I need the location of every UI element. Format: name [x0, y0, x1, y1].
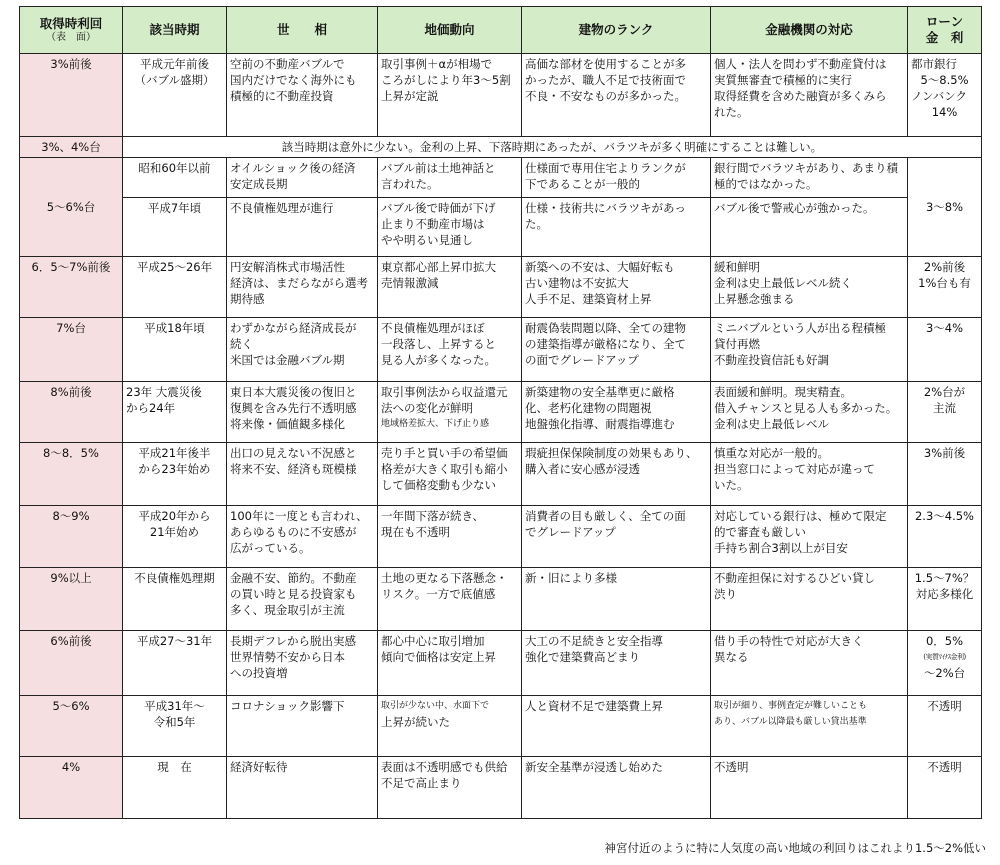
- land-cell: 都心中心に取引増加 傾向で価格は安定上昇: [378, 631, 522, 696]
- table-row: [20, 137, 982, 158]
- loan-cell: 2.3～4.5%: [908, 506, 982, 568]
- loan-cell: 2%台が 主流: [908, 382, 982, 443]
- rank-cell: 仕様・技術共にバラツキがあっ た。: [522, 198, 711, 257]
- rank-cell: 新築への不安は、大幅好転も 古い建物は不安拡大 人手不足、建築資材上昇: [522, 257, 711, 318]
- bank-cell: 不透明: [711, 757, 908, 819]
- period-cell: 平成27～31年: [123, 631, 227, 696]
- bank-cell: 慎重な対応が一般的。 担当窓口によって対応が違って いた。: [711, 443, 908, 506]
- rank-cell: 新築建物の安全基準更に厳格 化、老朽化建物の問題視 地盤強化指導、耐震指導進む: [522, 382, 711, 443]
- header-period: 該当時期: [123, 7, 227, 54]
- land-cell: 東京都心部上昇巾拡大 売情報激減: [378, 257, 522, 318]
- period-cell: 不良債権処理期: [123, 568, 227, 631]
- table-row: [20, 198, 982, 257]
- rate-cell: 6%前後: [20, 631, 123, 696]
- society-cell: 出口の見えない不況感と 将来不安、経済も斑模様: [227, 443, 378, 506]
- rank-cell: 高価な部材を使用することが多 かったが、職人不足で技術面で 不良・不安なものが多かった。: [522, 54, 711, 137]
- society-cell: 東日本大震災後の復旧と 復興を含み先行不透明感 将来像・価値観多様化: [227, 382, 378, 443]
- loan-cell: 0．5% (実質ﾏｲﾅｽ金利) ～2%台: [908, 631, 982, 696]
- header-society: 世 相: [227, 7, 378, 54]
- footnote: 神宮付近のように特に人気度の高い地域の利回りはこれより1.5～2%低い: [604, 841, 986, 855]
- loan-cell: 3～4%: [908, 318, 982, 382]
- header-land-trend: 地価動向: [378, 7, 522, 54]
- land-cell: 表面は不透明感でも供給 不足で高止まり: [378, 757, 522, 819]
- land-cell: 不良債権処理がほぼ 一段落し、上昇すると 見る人が多くなった。: [378, 318, 522, 382]
- bank-cell: 緩和鮮明 金利は史上最低レベル続く 上昇懸念強まる: [711, 257, 908, 318]
- society-cell: 長期デフレから脱出実感 世界情勢不安から日本 への投資増: [227, 631, 378, 696]
- society-cell: わずかながら経済成長が 続く 米国では金融バブル期: [227, 318, 378, 382]
- society-cell: 円安解消株式市場活性 経済は、まだらながら選考 期待感: [227, 257, 378, 318]
- bank-cell: ミニバブルという人が出る程積極 貸付再燃 不動産投資信託も好調: [711, 318, 908, 382]
- society-cell: 経済好転待: [227, 757, 378, 819]
- rank-cell: 人と資材不足で建築費上昇: [522, 696, 711, 757]
- rate-cell: 8～9%: [20, 506, 123, 568]
- rank-cell: 新安全基準が浸透し始めた: [522, 757, 711, 819]
- table-row: [20, 257, 982, 318]
- rate-cell: 9%以上: [20, 568, 123, 631]
- land-cell: 取引事例法から収益還元 法への変化が鮮明 地域格差拡大、下げ止り感: [378, 382, 522, 443]
- rate-cell: 6．5～7%前後: [20, 257, 123, 318]
- header-bank-response: 金融機関の対応: [711, 7, 908, 54]
- table-row: [20, 631, 982, 696]
- loan-cell: 2%前後 1%台も有: [908, 257, 982, 318]
- period-cell: 現 在: [123, 757, 227, 819]
- table-row: [20, 382, 982, 443]
- table-row: [20, 54, 982, 137]
- loan-cell: 3%前後: [908, 443, 982, 506]
- society-cell: 空前の不動産バブルで 国内だけでなく海外にも 積極的に不動産投資: [227, 54, 378, 137]
- rate-cell: 3%前後: [20, 54, 123, 137]
- rate-cell: 7%台: [20, 318, 123, 382]
- bank-cell: 取引が細り、事例査定が難しいことも あり、バブル以降最も厳しい貸出基準: [711, 696, 908, 757]
- yield-history-table: [19, 6, 982, 819]
- rate-cell: 5～6%: [20, 696, 123, 757]
- period-cell: 平成20年から 21年始め: [123, 506, 227, 568]
- table-row: [20, 757, 982, 819]
- note-cell: 該当時期は意外に少ない。金利の上昇、下落時期にあったが、バラツキが多く明確にすることは難しい。: [123, 137, 982, 158]
- header-loan-rate: ローン 金 利: [908, 7, 982, 54]
- bank-cell: バブル後で警戒心が強かった。: [711, 198, 908, 257]
- table-row: [20, 568, 982, 631]
- table-row: [20, 318, 982, 382]
- bank-cell: 個人・法人を問わず不動産貸付は 実質無審査で積極的に実行 取得経費を含めた融資が多くみら れた。: [711, 54, 908, 137]
- table-row: [20, 158, 982, 198]
- header-rate: 取得時利回 （表 面）: [20, 7, 123, 54]
- bank-cell: 表面緩和鮮明。現実精査。 借入チャンスと見る人も多かった。 金利は史上最低レベル: [711, 382, 908, 443]
- period-cell: 23年 大震災後 から24年: [123, 382, 227, 443]
- rank-cell: 消費者の目も厳しく、全ての面 でグレードアップ: [522, 506, 711, 568]
- land-cell: 取引が少ない中、水面下で 上昇が続いた: [378, 696, 522, 757]
- period-cell: 平成18年頃: [123, 318, 227, 382]
- society-cell: 不良債権処理が進行: [227, 198, 378, 257]
- rank-cell: 新・旧により多様: [522, 568, 711, 631]
- society-cell: 100年に一度とも言われ、 あらゆるものに不安感が 広がっている。: [227, 506, 378, 568]
- bank-cell: 対応している銀行は、極めて限定 的で審査も厳しい 手持ち割合3割以上が目安: [711, 506, 908, 568]
- table-row: [20, 443, 982, 506]
- rate-cell: 4%: [20, 757, 123, 819]
- land-cell: 一年間下落が続き、 現在も不透明: [378, 506, 522, 568]
- land-cell: 売り手と買い手の希望価 格差が大きく取引も縮小 して価格変動も少ない: [378, 443, 522, 506]
- rank-cell: 瑕疵担保保険制度の効果もあり、 購入者に安心感が浸透: [522, 443, 711, 506]
- loan-cell: 都市銀行 5～8.5% ノンバンク 14%: [908, 54, 982, 137]
- period-cell: 平成25～26年: [123, 257, 227, 318]
- loan-cell: 3～8%: [908, 158, 982, 257]
- table-row: [20, 696, 982, 757]
- rate-cell: 5～6%台: [20, 158, 123, 257]
- rate-cell: 3%、4%台: [20, 137, 123, 158]
- land-cell: 取引事例＋αが相場で ころがしにより年3～5割 上昇が定説: [378, 54, 522, 137]
- bank-cell: 不動産担保に対するひどい貸し 渋り: [711, 568, 908, 631]
- header-row: [20, 7, 982, 54]
- society-cell: オイルショック後の経済 安定成長期: [227, 158, 378, 198]
- bank-cell: 銀行間でバラツキがあり、あまり積 極的ではなかった。: [711, 158, 908, 198]
- rate-cell: 8%前後: [20, 382, 123, 443]
- period-cell: 平成21年後半 から23年始め: [123, 443, 227, 506]
- rank-cell: 耐震偽装問題以降、全ての建物 の建築指導が厳格になり、全て の面でグレードアップ: [522, 318, 711, 382]
- rank-cell: 大工の不足続きと安全指導 強化で建築費高どまり: [522, 631, 711, 696]
- header-building-rank: 建物のランク: [522, 7, 711, 54]
- period-cell: 平成元年前後 （バブル盛期）: [123, 54, 227, 137]
- period-cell: 昭和60年以前: [123, 158, 227, 198]
- loan-cell: 不透明: [908, 696, 982, 757]
- loan-cell: 1.5～7%？ 対応多様化: [908, 568, 982, 631]
- land-cell: 土地の更なる下落懸念・ リスク。一方で底値感: [378, 568, 522, 631]
- period-cell: 平成31年～ 令和5年: [123, 696, 227, 757]
- period-cell: 平成7年頃: [123, 198, 227, 257]
- land-cell: バブル前は土地神話と 言われた。: [378, 158, 522, 198]
- society-cell: 金融不安、節約。不動産 の買い時と見る投資家も 多く、現金取引が主流: [227, 568, 378, 631]
- land-cell: バブル後で時価が下げ 止まり不動産市場は やや明るい見通し: [378, 198, 522, 257]
- loan-cell: 不透明: [908, 757, 982, 819]
- table-row: [20, 506, 982, 568]
- rate-cell: 8～8．5%: [20, 443, 123, 506]
- rank-cell: 仕様面で専用住宅よりランクが 下であることが一般的: [522, 158, 711, 198]
- bank-cell: 借り手の特性で対応が大きく 異なる: [711, 631, 908, 696]
- society-cell: コロナショック影響下: [227, 696, 378, 757]
